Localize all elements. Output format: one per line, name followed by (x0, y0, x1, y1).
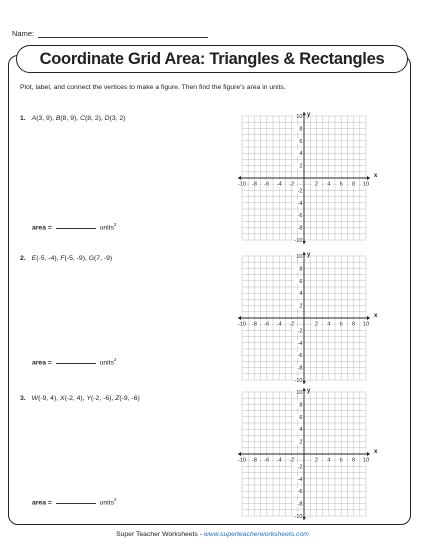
vertex-coords: (-9, 4) (38, 395, 57, 402)
y-tick-label: 8 (299, 126, 303, 133)
y-tick-label: -4 (297, 476, 303, 483)
x-tick-label: -6 (264, 457, 270, 464)
x-tick-label: -8 (251, 181, 257, 188)
vertex-coords: (8, 2) (85, 115, 101, 122)
x-axis-label: x (374, 313, 378, 319)
y-tick-label: -4 (297, 200, 303, 207)
x-tick-label: 4 (327, 457, 331, 464)
coordinate-grid-1[interactable] (229, 108, 378, 246)
y-tick-label: -10 (294, 514, 303, 520)
x-tick-label: -8 (251, 321, 257, 328)
y-tick-label: 6 (299, 278, 303, 285)
area-exponent: 2 (113, 497, 117, 502)
area-units: units (99, 499, 114, 507)
y-tick-label: -2 (297, 188, 303, 195)
x-tick-label: -6 (264, 321, 270, 328)
x-tick-label: 8 (352, 181, 356, 188)
y-tick-label: 2 (299, 303, 303, 310)
arrow-left-icon (238, 176, 241, 180)
y-tick-label: 8 (299, 402, 303, 409)
y-tick-label: 6 (299, 414, 303, 421)
x-tick-label: -4 (276, 181, 282, 188)
y-tick-label: 2 (299, 439, 303, 446)
x-tick-label: 2 (314, 181, 318, 188)
x-tick-label: -2 (289, 321, 295, 328)
footer (0, 531, 425, 538)
y-tick-label: -4 (297, 340, 303, 347)
problem-3: 3. W(-9, 4), X(-2, 4), Y(-2, -6), Z(-9, -6) (20, 395, 140, 402)
y-tick-label: -8 (297, 365, 303, 372)
page-title (16, 45, 408, 73)
vertex-name: Z (115, 395, 120, 402)
area-answer-3 (32, 497, 117, 506)
vertex-coords: (-9, -6) (119, 395, 140, 402)
x-tick-label: -2 (289, 181, 295, 188)
name-label: Name: (12, 29, 35, 38)
name-row (12, 29, 208, 38)
vertex-name: X (60, 395, 65, 402)
y-axis-label: y (307, 252, 311, 258)
y-tick-label: -8 (297, 501, 303, 508)
footer-brand: Super Teacher Worksheets (116, 531, 198, 538)
x-tick-label: 10 (362, 457, 370, 464)
area-blank[interactable] (56, 357, 96, 364)
y-tick-label: 4 (299, 291, 303, 298)
x-axis-label: x (374, 173, 378, 179)
y-tick-label: 4 (299, 427, 303, 434)
x-axis-label: x (374, 449, 378, 455)
problem-number: 2. (20, 255, 26, 262)
area-units: units (99, 359, 114, 367)
vertex-name: W (31, 395, 39, 402)
problem-number: 1. (20, 115, 26, 122)
coordinate-grid-2[interactable] (229, 248, 378, 386)
x-tick-label: 2 (314, 457, 318, 464)
vertex-name: C (80, 115, 85, 122)
y-tick-label: -2 (297, 464, 303, 471)
y-tick-label: -8 (297, 225, 303, 232)
y-tick-label: -2 (297, 328, 303, 335)
vertex-coords: (8, 9) (60, 115, 77, 122)
y-tick-label: 2 (299, 163, 303, 170)
vertex-coords: (3, 9) (36, 115, 53, 122)
x-tick-label: 6 (339, 181, 343, 188)
x-tick-label: 6 (339, 321, 343, 328)
y-tick-label: 6 (299, 138, 303, 145)
vertex-coords: (-2, 4) (64, 395, 83, 402)
vertex-coords: (-5, -4) (36, 255, 57, 262)
x-tick-label: 10 (362, 181, 370, 188)
y-tick-label: 4 (299, 151, 303, 158)
arrow-right-icon (367, 176, 370, 180)
vertex-name: G (88, 255, 95, 262)
y-tick-label: 10 (296, 114, 303, 120)
area-exponent: 2 (113, 357, 117, 362)
area-answer-1 (32, 222, 117, 231)
x-tick-label: 8 (352, 321, 356, 328)
vertex-name: A (31, 115, 37, 122)
instructions: Plot, label, and connect the vertices to make a figure. Then find the figure's area in units. (20, 84, 286, 91)
name-field[interactable] (38, 29, 208, 38)
x-tick-label: -2 (289, 457, 295, 464)
area-blank[interactable] (56, 222, 96, 229)
y-tick-label: -10 (294, 378, 303, 384)
vertex-name: B (55, 115, 61, 122)
x-tick-label: -4 (276, 457, 282, 464)
y-axis-label: y (307, 388, 311, 394)
vertex-coords: (7, -9) (94, 255, 113, 262)
title-text: Coordinate Grid Area: Triangles & Rectangles (39, 49, 385, 68)
area-answer-2 (32, 357, 117, 366)
problem-number: 3. (20, 395, 26, 402)
x-tick-label: -6 (264, 181, 270, 188)
y-axis-label: y (307, 112, 311, 118)
vertex-name: Y (86, 395, 92, 402)
y-tick-label: 10 (296, 254, 303, 260)
area-blank[interactable] (56, 497, 96, 504)
x-tick-label: -4 (276, 321, 282, 328)
x-tick-label: 2 (314, 321, 318, 328)
footer-link[interactable]: www.superteacherworksheets.com (203, 531, 309, 538)
x-tick-label: 4 (327, 321, 331, 328)
y-tick-label: -6 (297, 353, 303, 360)
vertex-name: F (60, 255, 65, 262)
x-tick-label: 4 (327, 181, 331, 188)
problem-2: 2. E(-5, -4), F(-5, -9), G(7, -9) (20, 255, 113, 262)
vertex-coords: (3, 2) (109, 115, 126, 122)
coordinate-grid-3[interactable] (229, 384, 378, 522)
footer-separator: - (197, 531, 204, 538)
x-tick-label: 8 (352, 457, 356, 464)
x-tick-label: -10 (237, 181, 247, 188)
area-label: area = (32, 224, 52, 232)
x-tick-label: 10 (362, 321, 370, 328)
arrow-left-icon (238, 452, 241, 456)
arrow-left-icon (238, 316, 241, 320)
y-tick-label: 10 (296, 390, 303, 396)
x-tick-label: -10 (237, 457, 247, 464)
y-tick-label: 8 (299, 266, 303, 273)
vertex-coords: (-2, -6) (91, 395, 112, 402)
arrow-right-icon (367, 316, 370, 320)
x-tick-label: -8 (251, 457, 257, 464)
area-label: area = (32, 499, 52, 507)
y-tick-label: -6 (297, 489, 303, 496)
x-tick-label: -10 (237, 321, 247, 328)
vertex-coords: (-5, -9) (64, 255, 85, 262)
vertex-name: D (104, 115, 110, 122)
area-label: area = (32, 359, 52, 367)
x-tick-label: 6 (339, 457, 343, 464)
vertex-name: E (31, 255, 37, 262)
area-units: units (99, 224, 114, 232)
arrow-right-icon (367, 452, 370, 456)
y-tick-label: -10 (294, 238, 303, 244)
y-tick-label: -6 (297, 213, 303, 220)
problem-1: 1. A(3, 9), B(8, 9), C(8, 2), D(3, 2) (20, 115, 126, 122)
area-exponent: 2 (113, 222, 117, 227)
